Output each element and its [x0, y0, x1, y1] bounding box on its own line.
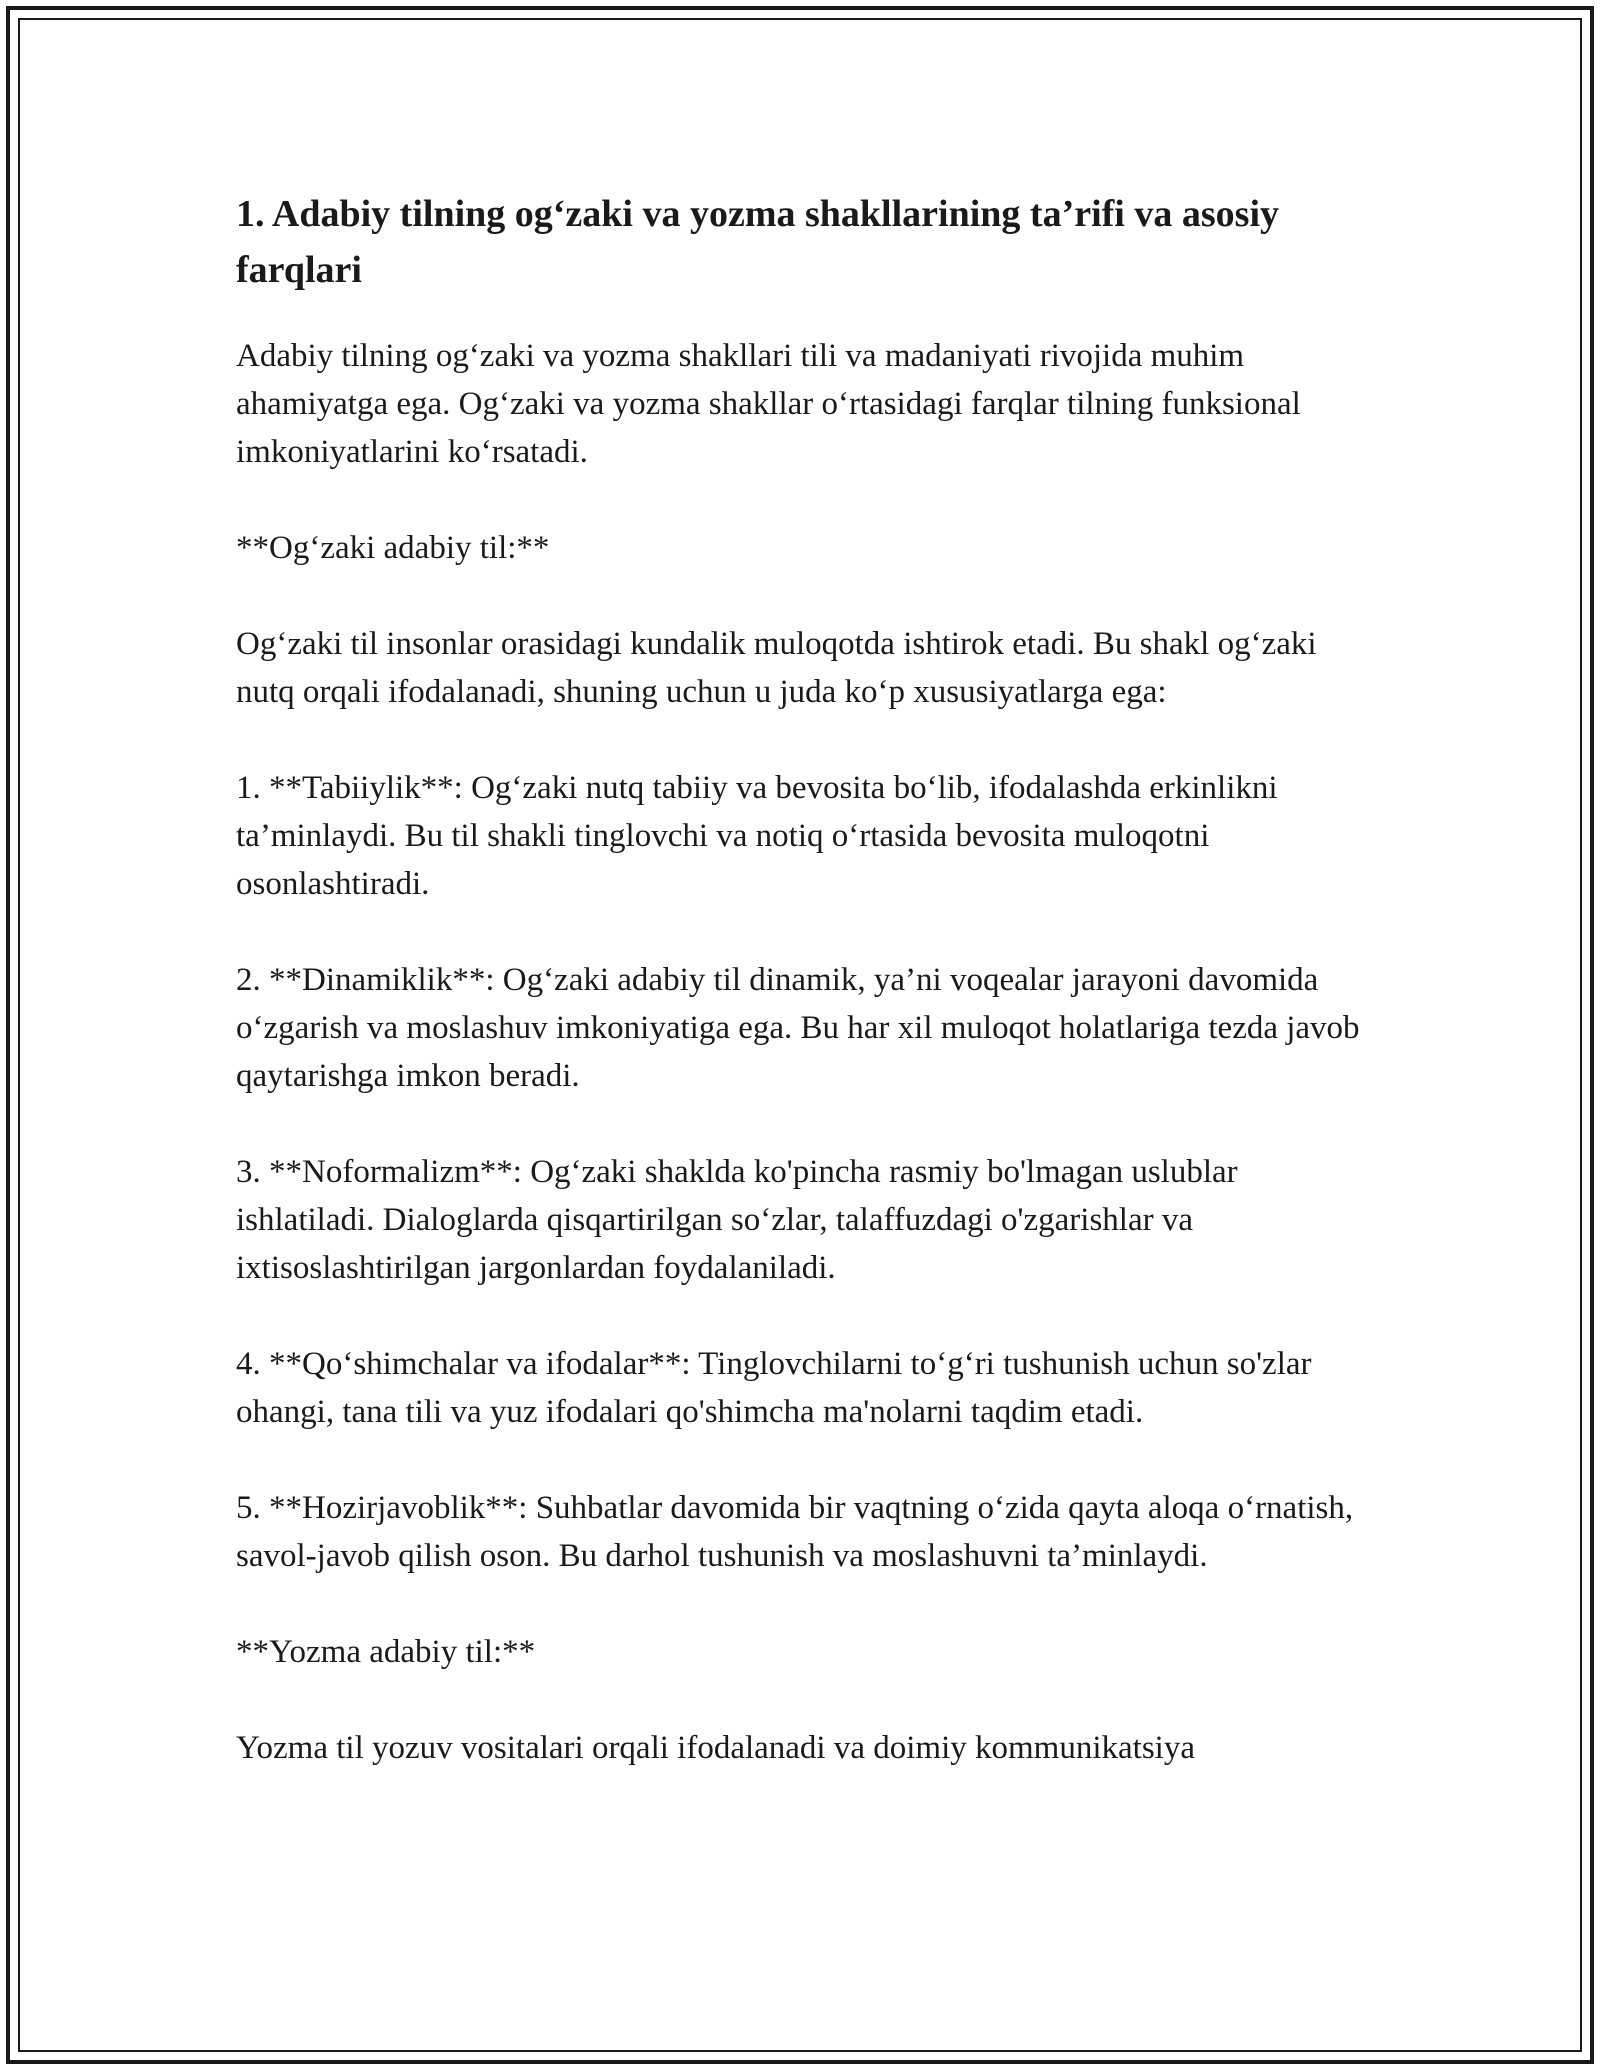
subheading-written: **Yozma adabiy til:**	[236, 1634, 536, 1670]
oral-intro-paragraph: Og‘zaki til insonlar orasidagi kundalik muloqotda ishtirok etadi. Bu shakl og‘zaki nutq orqali ifodalanadi, shuning uchun u juda ko‘p xususiyatlarga ega:	[236, 626, 1317, 710]
document-body	[236, 186, 1366, 1820]
list-item-additions: 4. **Qo‘shimchalar va ifodalar**: Tinglovchilarni to‘g‘ri tushunish uchun so'zlar ohangi, tana tili va yuz ifodalari qo'shimcha ma'nolarni taqdim etadi.	[236, 1346, 1312, 1430]
written-intro-paragraph: Yozma til yozuv vositalari orqali ifodalanadi va doimiy kommunikatsiya	[236, 1730, 1195, 1766]
list-item-informality: 3. **Noformalizm**: Og‘zaki shaklda ko'pincha rasmiy bo'lmagan uslublar ishlatiladi. Dialoglarda qisqartirilgan so‘zlar, talaffuzdagi o'zgarishlar va ixtisoslashtirilgan jargonlardan foydalaniladi.	[236, 1154, 1238, 1286]
section-heading: 1. Adabiy tilning og‘zaki va yozma shakllarining ta’rifi va asosiy farqlari	[236, 193, 1279, 291]
list-item-dynamism: 2. **Dinamiklik**: Og‘zaki adabiy til dinamik, ya’ni voqealar jarayoni davomida o‘zgarish va moslashuv imkoniyatiga ega. Bu har xil muloqot holatlariga tezda javob qaytarishga imkon beradi.	[236, 962, 1360, 1094]
list-item-responsiveness: 5. **Hozirjavoblik**: Suhbatlar davomida bir vaqtning o‘zida qayta aloqa o‘rnatish, savol-javob qilish oson. Bu darhol tushunish va moslashuvni ta’minlaydi.	[236, 1490, 1354, 1574]
subheading-oral: **Og‘zaki adabiy til:**	[236, 530, 550, 566]
list-item-naturalness: 1. **Tabiiylik**: Og‘zaki nutq tabiiy va bevosita bo‘lib, ifodalashda erkinlikni ta’minlaydi. Bu til shakli tinglovchi va notiq o‘rtasida bevosita muloqotni osonlashtiradi.	[236, 770, 1278, 902]
intro-paragraph: Adabiy tilning og‘zaki va yozma shakllari tili va madaniyati rivojida muhim ahamiyatga ega. Og‘zaki va yozma shakllar o‘rtasidagi farqlar tilning funksional imkoniyatlarini ko‘rsatadi.	[236, 338, 1301, 470]
